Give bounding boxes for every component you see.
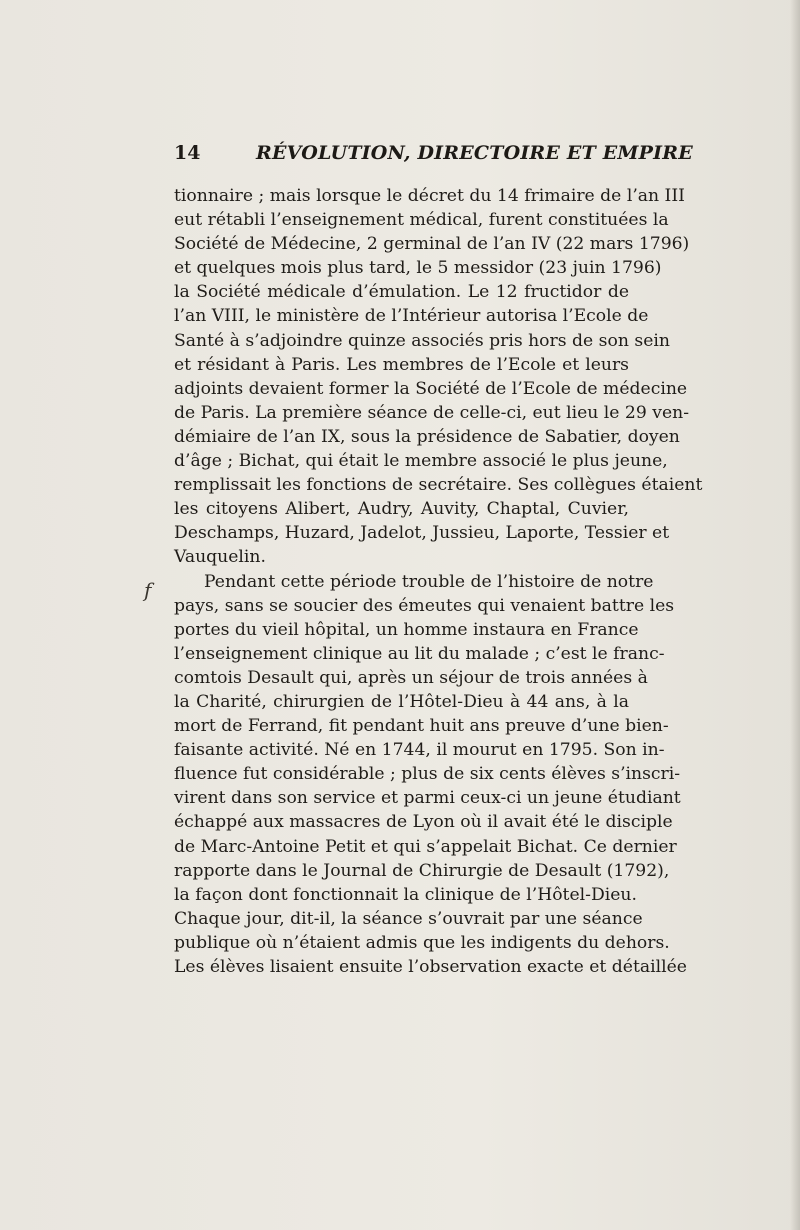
text-line: et quelques mois plus tard, le 5 messidor (23 juin 1796) xyxy=(174,258,662,279)
text-line: de Paris. La première séance de celle-ci, eut lieu le 29 ven- xyxy=(174,402,690,423)
text-line: échappé aux massacres de Lyon où il avait été le disciple xyxy=(174,812,673,833)
text-line: Vauquelin. xyxy=(174,547,266,568)
text-line: l’an VIII, le ministère de l’Intérieur autorisa l’Ecole de xyxy=(174,306,649,327)
handwritten-margin-mark: f xyxy=(144,578,152,602)
text-line: remplissait les fonctions de secrétaire. Ses collègues étaient xyxy=(174,475,703,496)
text-line: portes du vieil hôpital, un homme instaura en France xyxy=(174,619,639,640)
text-line: la façon dont fonctionnait la clinique de l’Hôtel-Dieu. xyxy=(174,884,637,905)
text-line: la Charité, chirurgien de l’Hôtel-Dieu à 44 ans, à la xyxy=(174,691,629,712)
page-header xyxy=(174,142,693,172)
text-line: d’âge ; Bichat, qui était le membre associé le plus jeune, xyxy=(174,451,668,472)
text-line: pays, sans se soucier des émeutes qui venaient battre les xyxy=(174,595,675,616)
text-line: Pendant cette période trouble de l’histoire de notre xyxy=(204,571,654,592)
text-line: la Société médicale d’émulation. Le 12 fructidor de xyxy=(174,282,629,303)
text-line: Société de Médecine, 2 germinal de l’an IV (22 mars 1796) xyxy=(174,234,690,255)
text-line: Santé à s’adjoindre quinze associés pris hors de son sein xyxy=(174,330,670,351)
text-line: comtois Desault qui, après un séjour de trois années à xyxy=(174,667,648,688)
text-line: démiaire de l’an IX, sous la présidence de Sabatier, doyen xyxy=(174,426,680,447)
text-line: eut rétabli l’enseignement médical, furent constituées la xyxy=(174,210,669,231)
text-line: Deschamps, Huzard, Jadelot, Jussieu, Laporte, Tessier et xyxy=(174,523,670,544)
text-line: fluence fut considérable ; plus de six cents élèves s’inscri- xyxy=(174,764,681,785)
page-edge-shadow xyxy=(790,0,800,1230)
page-number: 14 xyxy=(174,142,201,164)
text-line: Chaque jour, dit-il, la séance s’ouvrait par une séance xyxy=(174,908,643,929)
text-line: Les élèves lisaient ensuite l’observation exacte et détaillée xyxy=(174,957,687,977)
running-title: RÉVOLUTION, DIRECTOIRE ET EMPIRE xyxy=(256,142,693,164)
text-line: publique où n’étaient admis que les indigents du dehors. xyxy=(174,932,670,953)
text-line: faisante activité. Né en 1744, il mourut en 1795. Son in- xyxy=(174,740,665,761)
text-line: adjoints devaient former la Société de l’Ecole de médecine xyxy=(174,378,688,399)
text-line: mort de Ferrand, fit pendant huit ans preuve d’une bien- xyxy=(174,716,669,737)
text-line: tionnaire ; mais lorsque le décret du 14 frimaire de l’an III xyxy=(174,186,685,206)
text-line: les citoyens Alibert, Audry, Auvity, Chaptal, Cuvier, xyxy=(174,499,629,520)
text-line: et résidant à Paris. Les membres de l’Ecole et leurs xyxy=(174,354,629,375)
text-line: virent dans son service et parmi ceux-ci un jeune étudiant xyxy=(174,788,681,809)
body-text xyxy=(174,184,703,979)
text-line: l’enseignement clinique au lit du malade ; c’est le franc- xyxy=(174,643,665,664)
text-line: de Marc-Antoine Petit et qui s’appelait Bichat. Ce dernier xyxy=(174,836,677,857)
text-line: rapporte dans le Journal de Chirurgie de Desault (1792), xyxy=(174,860,670,881)
